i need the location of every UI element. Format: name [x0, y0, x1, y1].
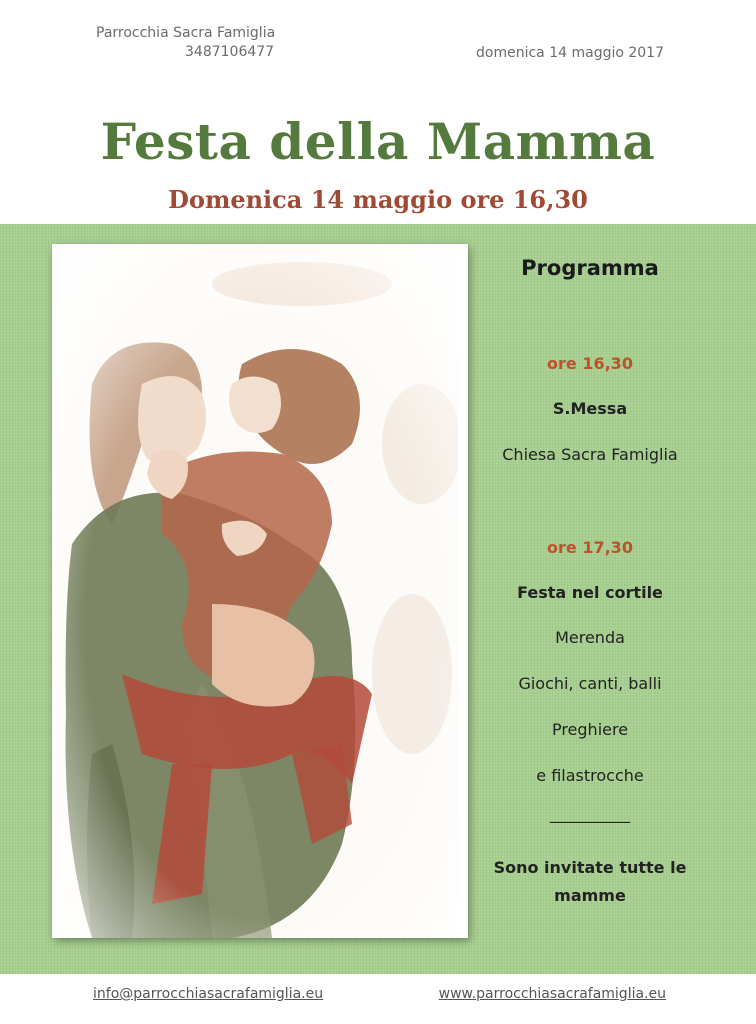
- activity-item: Merenda: [555, 628, 625, 647]
- mother-child-illustration: [52, 244, 468, 938]
- activity-item: Giochi, canti, balli: [518, 674, 662, 693]
- page-subtitle: Domenica 14 maggio ore 16,30: [168, 185, 588, 214]
- activity-item: Preghiere: [551, 720, 629, 739]
- email-link[interactable]: info@parrocchiasacrafamiglia.eu: [93, 986, 324, 1002]
- second-time: ore 17,30: [547, 538, 633, 557]
- page-title: Festa della Mamma: [100, 112, 656, 171]
- separator: __________: [550, 804, 630, 823]
- website-link[interactable]: www.parrocchiasacrafamiglia.eu: [438, 986, 666, 1002]
- invite-line-2: mamme: [554, 886, 626, 905]
- first-time: ore 16,30: [547, 354, 633, 373]
- program-title: Programma: [521, 256, 659, 280]
- event-date: domenica 14 maggio 2017: [476, 45, 664, 61]
- parish-name: Parrocchia Sacra Famiglia: [96, 25, 276, 41]
- first-place: Chiesa Sacra Famiglia: [502, 445, 678, 464]
- parish-header: [96, 24, 336, 62]
- illustration-svg: [52, 244, 468, 938]
- second-event: Festa nel cortile: [517, 583, 663, 602]
- first-event: S.Messa: [552, 399, 628, 418]
- invite-line-1: Sono invitate tutte le: [493, 858, 687, 877]
- parish-phone: 3487106477: [185, 44, 275, 60]
- activity-item: e filastrocche: [536, 766, 644, 785]
